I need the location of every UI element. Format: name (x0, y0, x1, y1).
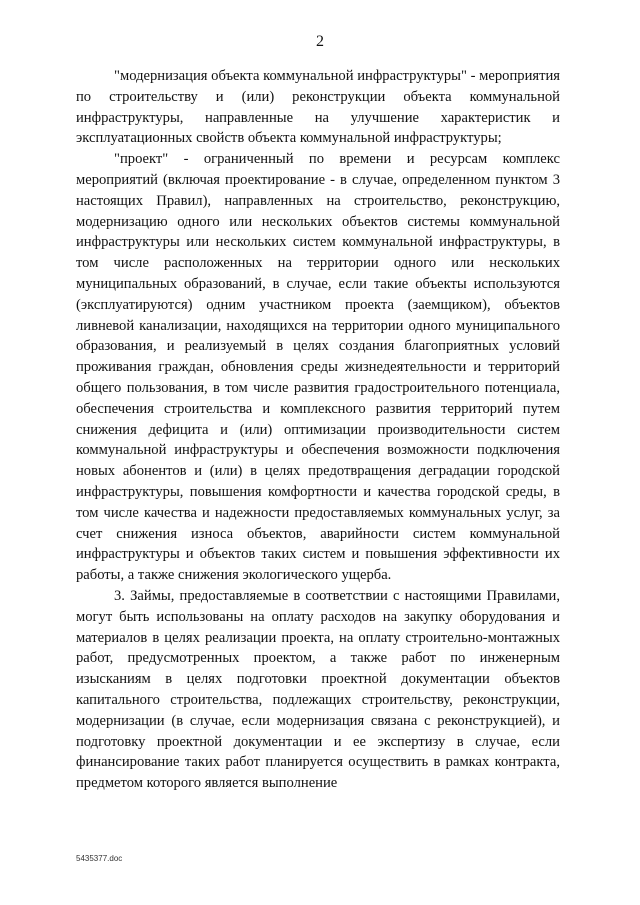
document-body (76, 66, 560, 794)
paragraph-modernization-definition: "модернизация объекта коммунальной инфраструктуры" - мероприятия по строительству и (или) реконструкции объекта коммунальной инфраструктуры, направленные на улучшение характеристик и эксплуатационных свойств объекта коммунальной инфраструктуры; (76, 68, 560, 147)
page-number: 2 (316, 33, 324, 50)
document-file-code: 5435377.doc (76, 854, 123, 863)
paragraph-loans-usage: 3. Займы, предоставляемые в соответствии с настоящими Правилами, могут быть использованы на оплату расходов на закупку оборудования и материалов в целях реализации проекта, на оплату строительно-монтажных работ, предусмотренных проектом, а также работ по инженерным изысканиям в целях подготовки проектной документации объектов капитального строительства, подлежащих строительству, реконструкции, модернизации (в случае, если модернизация связана с реконструкцией), и подготовку проектной документации и ее экспертизу в случае, если финансирование таких работ планируется осуществить в рамках контракта, предметом которого является выполнение (76, 587, 560, 792)
paragraph-project-definition: "проект" - ограниченный по времени и ресурсам комплекс мероприятий (включая проектирование - в случае, определенном пунктом 3 настоящих Правил), направленных на строительство, реконструкцию, модернизацию одного или нескольких объектов системы коммунальной инфраструктуры или нескольких систем коммунальной инфраструктуры, в том числе расположенных на территории одного или нескольких муниципальных образований, в случае, если такие объекты используются (эксплуатируются) одним участником проекта (заемщиком), объектов ливневой канализации, находящихся на территории одного муниципального образования, и реализуемый в целях создания благоприятных условий проживания граждан, обновления среды жизнедеятельности и территорий общего пользования, в том числе развития градостроительного потенциала, обеспечения строительства и комплексного развития территорий путем снижения дефицита и (или) оптимизации производительности систем коммунальной инфраструктуры и обеспечения возможности подключения новых абонентов и (или) в целях предотвращения деградации городской инфраструктуры, повышения комфортности и качества городской среды, в том числе качества и надежности предоставляемых коммунальных услуг, за счет снижения износа объектов, аварийности систем коммунальной инфраструктуры и объектов таких систем и повышения эффективности их работы, а также снижения экологического ущерба. (76, 151, 560, 584)
